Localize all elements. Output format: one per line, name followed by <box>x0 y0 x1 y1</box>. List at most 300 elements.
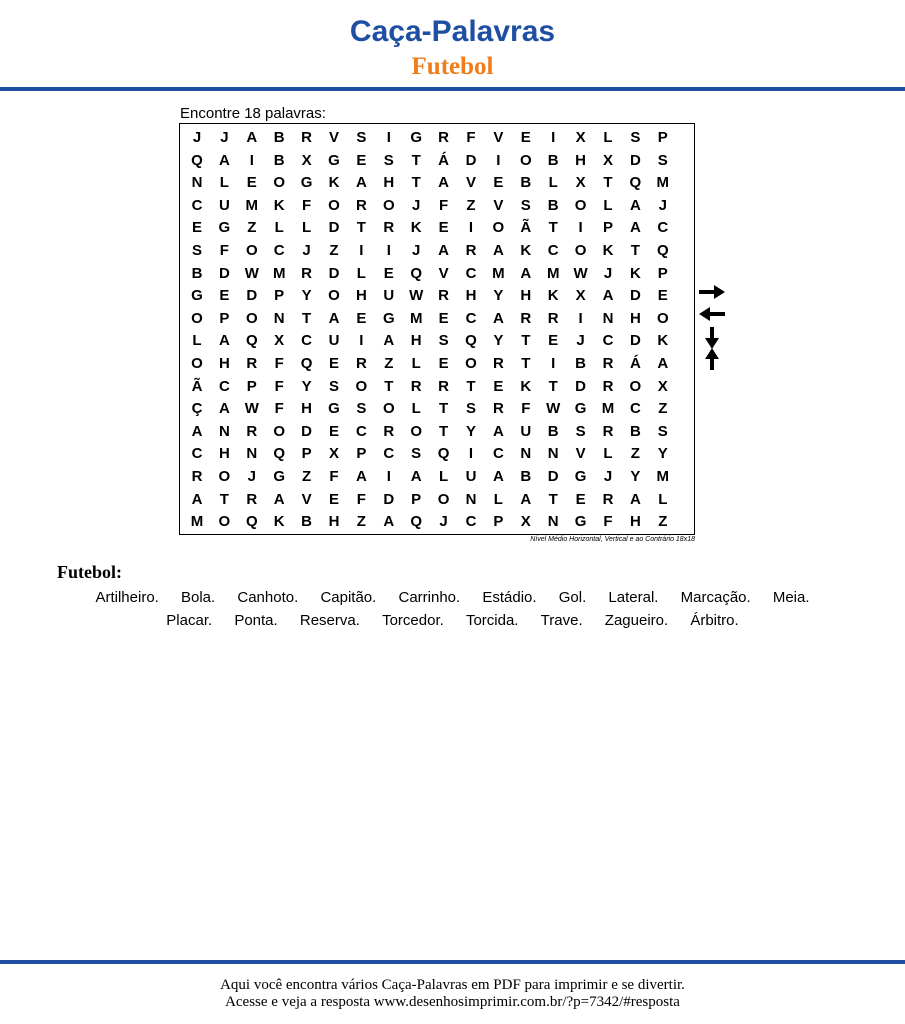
grid-letter: J <box>412 242 421 259</box>
grid-letter: S <box>191 242 202 259</box>
word-list-heading: Futebol: <box>57 562 122 582</box>
grid-letter: L <box>658 490 668 508</box>
grid-letter: G <box>273 468 286 485</box>
grid-letter: U <box>465 468 477 485</box>
grid-letter: E <box>438 309 449 327</box>
grid-letter: A <box>629 219 641 237</box>
grid-letter: Ç <box>191 400 203 418</box>
grid-letter: S <box>411 445 422 463</box>
arrow-up-icon <box>705 348 719 370</box>
grid-letter: L <box>192 332 202 350</box>
grid-letter: T <box>548 490 558 508</box>
grid-letter: E <box>328 422 339 440</box>
grid-letter: O <box>382 196 395 214</box>
word-item: Torcedor. <box>382 612 444 629</box>
grid-letter: O <box>191 355 203 372</box>
grid-letter: A <box>355 468 367 485</box>
grid-letter: C <box>602 332 614 350</box>
grid-letter: C <box>191 445 203 463</box>
grid-letter: Y <box>493 332 504 350</box>
grid-letter: W <box>546 400 561 418</box>
grid-letter: F <box>302 196 312 214</box>
grid-letter: K <box>520 242 532 259</box>
grid-letter: X <box>602 151 613 169</box>
grid-letter: A <box>520 490 532 508</box>
grid-letter: G <box>328 151 340 169</box>
grid-letter: L <box>274 219 284 237</box>
grid-letter: M <box>409 309 423 327</box>
word-item: Artilheiro. <box>95 589 159 606</box>
grid-letter: F <box>603 513 613 531</box>
puzzle-instructions: Encontre 18 palavras: <box>180 105 326 122</box>
grid-letter: G <box>574 468 587 485</box>
grid-letter: U <box>328 332 340 350</box>
grid-letter: B <box>520 468 532 485</box>
grid-letter: A <box>492 309 504 327</box>
grid-letter: Y <box>301 377 312 395</box>
grid-letter: Q <box>437 445 450 463</box>
grid-letter: X <box>575 174 586 192</box>
grid-letter: Y <box>630 468 641 485</box>
grid-letter: K <box>602 242 614 259</box>
grid-letter: A <box>273 490 285 508</box>
arrow-right-icon <box>699 285 725 299</box>
grid-letter: A <box>629 490 641 508</box>
grid-letter: K <box>273 513 285 531</box>
grid-letter: I <box>386 129 391 146</box>
word-item: Meia. <box>772 589 810 606</box>
grid-letter: K <box>629 264 641 282</box>
grid-letter: R <box>355 355 367 372</box>
grid-letter: S <box>383 151 394 169</box>
grid-letter: Q <box>656 242 669 259</box>
word-item: Placar. <box>166 612 213 629</box>
grid-letter: P <box>657 129 668 146</box>
grid-letter: Ã <box>191 377 203 395</box>
grid-letter: V <box>575 445 586 463</box>
grid-letter: E <box>493 174 504 192</box>
grid-letter: R <box>246 422 258 440</box>
grid-letter: F <box>274 355 284 372</box>
grid-letter: R <box>355 196 367 214</box>
grid-letter: C <box>465 309 477 327</box>
word-search-grid <box>179 123 695 535</box>
grid-letter: I <box>359 242 364 259</box>
grid-letter: O <box>245 242 258 259</box>
grid-letter: Z <box>658 513 668 531</box>
grid-letter: A <box>218 151 230 169</box>
grid-letter: Q <box>273 445 286 463</box>
grid-letter: C <box>383 445 395 463</box>
grid-letter: W <box>244 400 259 418</box>
grid-letter: R <box>383 422 395 440</box>
grid-letter: F <box>219 242 229 259</box>
grid-letter: E <box>191 219 202 237</box>
grid-letter: G <box>574 513 587 531</box>
grid-letter: T <box>548 219 558 237</box>
grid-letter: A <box>520 264 532 282</box>
grid-letter: F <box>274 400 284 418</box>
grid-letter: R <box>547 309 559 327</box>
grid-letter: F <box>521 400 531 418</box>
grid-letter: B <box>301 513 313 531</box>
grid-letter: E <box>328 355 339 372</box>
grid-letter: T <box>521 332 531 350</box>
grid-letter: D <box>629 287 641 305</box>
grid-letter: Y <box>465 422 476 440</box>
grid-letter: J <box>220 129 229 146</box>
grid-letter: Q <box>300 355 313 372</box>
grid-letter: X <box>575 287 586 305</box>
page-title: Caça-Palavras <box>349 15 556 48</box>
grid-letter: R <box>602 355 614 372</box>
grid-letter: Ã <box>520 219 532 237</box>
grid-letter: B <box>547 151 559 169</box>
grid-letter: F <box>356 490 366 508</box>
word-item: Ponta. <box>234 612 278 629</box>
grid-letter: D <box>383 490 395 508</box>
grid-letter: G <box>300 174 313 192</box>
grid-letter: O <box>273 174 286 192</box>
grid-letter: O <box>465 355 477 372</box>
grid-letter: O <box>355 377 368 395</box>
grid-letter: B <box>273 129 285 146</box>
grid-letter: N <box>547 513 559 531</box>
grid-letter: R <box>438 287 450 305</box>
grid-letter: Á <box>438 151 450 169</box>
grid-letter: X <box>575 129 586 146</box>
grid-letter: O <box>273 422 286 440</box>
grid-letter: O <box>328 287 340 305</box>
grid-letter: B <box>547 196 559 214</box>
grid-letter: F <box>439 196 449 214</box>
top-divider <box>0 87 905 91</box>
grid-letter: N <box>547 445 559 463</box>
grid-letter: B <box>520 174 532 192</box>
grid-letter: I <box>578 309 583 327</box>
word-item: Estádio. <box>482 589 537 606</box>
grid-letter: X <box>274 332 285 350</box>
grid-letter: C <box>301 332 313 350</box>
grid-letter: R <box>246 355 258 372</box>
grid-letter: O <box>410 422 423 440</box>
grid-letter: I <box>551 129 556 146</box>
grid-letter: I <box>386 468 391 485</box>
grid-letter: M <box>546 264 560 282</box>
grid-letter: A <box>218 400 230 418</box>
grid-letter: A <box>629 196 641 214</box>
grid-letter: N <box>520 445 532 463</box>
footer-line-1: Aqui você encontra vários Caça-Palavras em PDF para imprimir e se divertir. <box>220 977 685 993</box>
grid-letter: H <box>520 287 532 305</box>
grid-letter: A <box>328 309 340 327</box>
grid-letter: U <box>383 287 395 305</box>
grid-letter: H <box>575 151 587 169</box>
grid-letter: L <box>493 490 503 508</box>
grid-letter: Á <box>629 355 641 372</box>
grid-letter: Z <box>302 468 312 485</box>
grid-letter: I <box>249 151 254 169</box>
grid-letter: W <box>573 264 588 282</box>
grid-letter: D <box>629 151 641 169</box>
grid-letter: N <box>602 309 614 327</box>
grid-letter: A <box>492 422 504 440</box>
grid-letter: P <box>356 445 367 463</box>
grid-letter: I <box>578 219 583 237</box>
grid-letter: T <box>356 219 366 237</box>
grid-letter: H <box>465 287 477 305</box>
grid-letter: S <box>575 422 586 440</box>
page-subtitle: Futebol <box>411 53 494 80</box>
grid-letter: O <box>218 468 231 485</box>
grid-letter: B <box>629 422 641 440</box>
grid-letter: M <box>656 468 670 485</box>
grid-letter: I <box>551 355 556 372</box>
grid-letter: F <box>329 468 339 485</box>
grid-letter: D <box>301 422 313 440</box>
word-item: Árbitro. <box>690 612 739 629</box>
word-item: Gol. <box>558 589 587 606</box>
grid-letter: H <box>328 513 340 531</box>
grid-letter: H <box>355 287 367 305</box>
grid-letter: O <box>574 196 587 214</box>
grid-letter: T <box>302 309 312 327</box>
grid-letter: J <box>576 332 585 350</box>
grid-letter: X <box>657 377 668 395</box>
grid-letter: A <box>383 513 395 531</box>
grid-letter: U <box>520 422 532 440</box>
grid-letter: H <box>383 174 395 192</box>
grid-letter: K <box>547 287 559 305</box>
grid-letter: C <box>629 400 641 418</box>
grid-letter: R <box>492 355 504 372</box>
grid-letter: D <box>465 151 477 169</box>
grid-letter: A <box>438 174 450 192</box>
grid-letter: J <box>603 468 613 485</box>
grid-letter: V <box>328 129 339 146</box>
grid-letter: S <box>657 422 668 440</box>
grid-letter: J <box>192 129 202 146</box>
grid-letter: W <box>409 287 424 305</box>
grid-letter: P <box>274 287 285 305</box>
grid-letter: K <box>520 377 532 395</box>
grid-letter: T <box>548 377 558 395</box>
grid-letter: E <box>548 332 559 350</box>
grid-letter: O <box>656 309 669 327</box>
grid-letter: M <box>601 400 615 418</box>
grid-letter: S <box>657 151 668 169</box>
grid-letter: R <box>602 422 614 440</box>
grid-letter: E <box>657 287 668 305</box>
grid-letter: T <box>411 174 421 192</box>
grid-letter: N <box>191 174 203 192</box>
grid-letter: B <box>547 422 559 440</box>
grid-letter: X <box>520 513 531 531</box>
grid-letter: E <box>328 490 339 508</box>
grid-letter: Q <box>465 332 477 350</box>
grid-letter: L <box>548 174 558 192</box>
grid-letter: B <box>575 355 587 372</box>
grid-letter: G <box>410 129 423 146</box>
grid-letter: D <box>328 219 340 237</box>
grid-letter: Z <box>247 219 257 237</box>
grid-letter: D <box>328 264 340 282</box>
grid-letter: E <box>356 309 367 327</box>
grid-letter: A <box>191 422 203 440</box>
grid-letter: G <box>218 219 231 237</box>
level-note: Nível Médio Horizontal, Vertical e ao Contrário 18x18 <box>530 536 695 543</box>
grid-letter: E <box>246 174 257 192</box>
grid-letter: R <box>492 400 504 418</box>
grid-letter: I <box>496 151 501 169</box>
grid-letter: O <box>382 400 395 418</box>
grid-letter: O <box>437 490 450 508</box>
grid-letter: P <box>411 490 422 508</box>
grid-letter: V <box>438 264 449 282</box>
grid-letter: A <box>438 242 450 259</box>
grid-letter: O <box>519 151 532 169</box>
grid-letter: S <box>328 377 339 395</box>
grid-letter: C <box>465 264 477 282</box>
grid-letter: P <box>657 264 668 282</box>
grid-letter: T <box>466 377 476 395</box>
grid-letter: R <box>410 377 422 395</box>
grid-letter: L <box>219 174 229 192</box>
grid-letter: A <box>218 332 230 350</box>
grid-letter: H <box>301 400 313 418</box>
grid-letter: D <box>218 264 230 282</box>
grid-letter: S <box>630 129 641 146</box>
grid-letter: G <box>328 400 340 418</box>
grid-letter: E <box>356 151 367 169</box>
grid-letter: O <box>245 309 258 327</box>
grid-letter: Q <box>245 332 258 350</box>
grid-letter: L <box>411 400 421 418</box>
grid-letter: O <box>492 219 505 237</box>
arrow-left-icon <box>699 307 725 321</box>
grid-letter: Z <box>356 513 366 531</box>
grid-letter: B <box>273 151 285 169</box>
grid-letter: D <box>547 468 559 485</box>
word-item: Lateral. <box>608 589 659 606</box>
grid-letter: C <box>547 242 559 259</box>
grid-letter: K <box>410 219 422 237</box>
grid-letter: R <box>301 129 313 146</box>
grid-letter: L <box>603 445 613 463</box>
grid-letter: C <box>273 242 285 259</box>
grid-letter: J <box>302 242 311 259</box>
grid-letter: F <box>466 129 476 146</box>
grid-letter: A <box>492 242 504 259</box>
grid-letter: J <box>439 513 448 531</box>
grid-letter: M <box>190 513 204 531</box>
grid-letter: H <box>218 355 230 372</box>
grid-letter: P <box>219 309 230 327</box>
word-list-row-2 <box>0 611 905 631</box>
grid-letter: S <box>520 196 531 214</box>
word-item: Zagueiro. <box>604 612 669 629</box>
grid-letter: L <box>603 129 613 146</box>
grid-letter: S <box>438 332 449 350</box>
grid-letter: A <box>191 490 203 508</box>
grid-letter: O <box>574 242 587 259</box>
grid-letter: C <box>218 377 230 395</box>
grid-letter: J <box>603 264 613 282</box>
word-item: Canhoto. <box>237 589 299 606</box>
grid-letter: T <box>603 174 613 192</box>
grid-letter: P <box>246 377 257 395</box>
grid-letter: Z <box>658 400 668 418</box>
grid-letter: C <box>191 196 203 214</box>
grid-letter: D <box>246 287 258 305</box>
grid-letter: A <box>657 355 669 372</box>
grid-letter: D <box>629 332 641 350</box>
grid-letter: R <box>465 242 477 259</box>
grid-letter: R <box>246 490 258 508</box>
grid-letter: T <box>219 490 229 508</box>
grid-letter: G <box>382 309 395 327</box>
grid-letter: Q <box>410 264 423 282</box>
grid-letter: T <box>630 242 640 259</box>
grid-letter: J <box>412 196 421 214</box>
grid-letter: P <box>602 219 613 237</box>
grid-letter: C <box>657 219 669 237</box>
grid-letter: I <box>359 332 364 350</box>
grid-letter: Y <box>493 287 504 305</box>
grid-letter: A <box>355 174 367 192</box>
grid-letter: P <box>301 445 312 463</box>
grid-letter: H <box>410 332 422 350</box>
grid-letter: N <box>218 422 230 440</box>
grid-letter: S <box>356 400 367 418</box>
grid-letter: J <box>247 468 256 485</box>
grid-letter: W <box>244 264 259 282</box>
word-item: Torcida. <box>465 612 519 629</box>
grid-letter: Q <box>191 151 203 169</box>
grid-letter: Y <box>657 445 668 463</box>
grid-letter: H <box>629 309 641 327</box>
grid-letter: E <box>438 355 449 372</box>
grid-letter: M <box>245 196 259 214</box>
grid-letter: G <box>574 400 587 418</box>
grid-letter: C <box>355 422 367 440</box>
word-item: Capitão. <box>320 589 377 606</box>
grid-letter: Z <box>630 445 640 463</box>
grid-letter: I <box>468 445 474 463</box>
grid-letter: N <box>465 490 477 508</box>
grid-letter: S <box>356 129 367 146</box>
grid-letter: I <box>386 242 391 259</box>
grid-letter: O <box>191 309 203 327</box>
grid-letter: G <box>191 287 203 305</box>
grid-letter: K <box>273 196 285 214</box>
grid-letter: O <box>328 196 340 214</box>
grid-letter: E <box>493 377 504 395</box>
grid-letter: E <box>219 287 230 305</box>
word-item: Bola. <box>181 589 216 606</box>
grid-letter: K <box>328 174 340 192</box>
grid-letter: M <box>272 264 286 282</box>
grid-letter: A <box>492 468 504 485</box>
grid-letter: R <box>438 377 450 395</box>
arrow-down-icon <box>705 327 719 349</box>
grid-letter: L <box>302 219 312 237</box>
grid-letter: T <box>439 422 449 440</box>
bottom-divider <box>0 960 905 964</box>
grid-letter: R <box>602 377 614 395</box>
grid-letter: A <box>246 129 258 146</box>
grid-letter: C <box>465 513 477 531</box>
